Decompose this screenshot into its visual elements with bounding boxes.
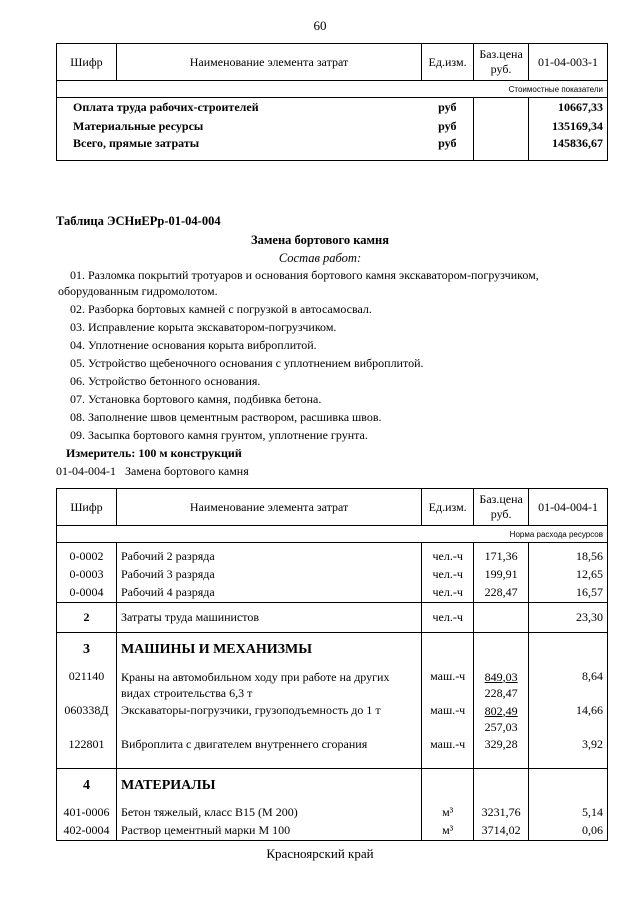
section-row [57, 633, 608, 667]
row-name: Рабочий 4 разряда [116, 584, 421, 603]
row-unit: руб [422, 98, 474, 118]
work-item: 04. Уплотнение основания корыта виброплитой. [70, 338, 317, 352]
section-code: 4 [57, 769, 117, 803]
header-code: Шифр [57, 44, 117, 81]
row-value: 18,56 [529, 543, 608, 565]
rate-code-line: 01-04-004-1 Замена бортового камня [56, 464, 249, 478]
table-row [57, 543, 608, 565]
work-item: 02. Разборка бортовых камней с погрузкой в автосамосвал. [70, 302, 372, 316]
table-row [57, 584, 608, 603]
row-code: 0-0002 [57, 543, 117, 565]
row-name-line: видах строительства 6,3 т [120, 685, 253, 700]
cost-summary-table [56, 43, 608, 161]
section-name: МАТЕРИАЛЫ [116, 769, 421, 803]
works-title: Состав работ: [278, 251, 362, 265]
work-item: 07. Установка бортового камня, подбивка бетона. [70, 392, 322, 406]
subheader: Норма расхода ресурсов [57, 526, 608, 543]
work-item: 08. Заполнение швов цементным раствором, расшивка швов. [70, 410, 382, 424]
header-name: Наименование элемента затрат [116, 489, 421, 526]
row-unit: м³ [422, 822, 474, 841]
row-name: Оплата труда рабочих-строителей [57, 98, 422, 118]
row-price [474, 667, 529, 701]
table-row [57, 98, 608, 118]
row-code: 2 [57, 603, 117, 633]
row-price: 329,28 [474, 735, 529, 755]
row-name: Материальные ресурсы [57, 117, 422, 136]
work-item: 09. Засыпка бортового камня грунтом, уплотнение грунта. [70, 428, 368, 442]
table-row [57, 803, 608, 822]
row-value: 0,06 [529, 822, 608, 841]
row-unit: м³ [422, 803, 474, 822]
row-name-line: Краны на автомобильном ходу при работе на других [120, 669, 390, 684]
row-unit: чел.-ч [422, 603, 474, 633]
section-code: 3 [57, 633, 117, 667]
work-item: 01. Разломка покрытий тротуаров и основания бортового камня экскаватором-погрузчиком, [70, 268, 539, 282]
row-code: 401-0006 [57, 803, 117, 822]
row-code: 402-0004 [57, 822, 117, 841]
table-row [57, 136, 608, 161]
table-row [57, 603, 608, 633]
row-name: Раствор цементный марки М 100 [116, 822, 421, 841]
row-code: 0-0003 [57, 565, 117, 584]
row-name: Виброплита с двигателем внутреннего сгорания [116, 735, 421, 755]
row-price: 199,91 [474, 565, 529, 584]
row-price: 171,36 [474, 543, 529, 565]
row-unit: чел.-ч [422, 565, 474, 584]
table-row [57, 701, 608, 735]
page-number: 60 [313, 18, 327, 33]
row-code: 021140 [57, 667, 117, 701]
section-row [57, 769, 608, 803]
row-unit: чел.-ч [422, 584, 474, 603]
header-rate-code: 01-04-003-1 [529, 44, 608, 81]
row-price-wage: 257,03 [484, 719, 518, 734]
row-unit: маш.-ч [422, 701, 474, 735]
row-price: 228,47 [474, 584, 529, 603]
row-value: 5,14 [529, 803, 608, 822]
resource-norms-table [56, 488, 608, 841]
row-name: Бетон тяжелый, класс В15 (М 200) [116, 803, 421, 822]
row-price: 3714,02 [474, 822, 529, 841]
footer-region: Красноярский край [266, 846, 374, 861]
row-code: 060338Д [57, 701, 117, 735]
row-price-wage: 228,47 [484, 685, 518, 700]
table-row [57, 117, 608, 136]
row-value: 145836,67 [529, 136, 608, 161]
table-title: Таблица ЭСНиЕРр-01-04-004 [56, 214, 221, 228]
table-row [57, 822, 608, 841]
row-price-total: 802,49 [484, 703, 518, 718]
row-name: Затраты труда машинистов [116, 603, 421, 633]
subheader: Стоимостные показатели [57, 81, 608, 98]
measure-unit: Измеритель: 100 м конструкций [66, 446, 242, 460]
row-code: 122801 [57, 735, 117, 755]
row-value: 23,30 [529, 603, 608, 633]
row-unit: маш.-ч [422, 735, 474, 755]
table-row [57, 565, 608, 584]
row-value: 12,65 [529, 565, 608, 584]
section-title: Замена бортового камня [251, 233, 389, 247]
row-value: 135169,34 [529, 117, 608, 136]
header-base-price: Баз.цена руб. [474, 489, 529, 526]
row-value: 16,57 [529, 584, 608, 603]
header-code: Шифр [57, 489, 117, 526]
row-price-total: 849,03 [484, 669, 518, 684]
header-unit: Ед.изм. [422, 44, 474, 81]
table-row [57, 735, 608, 755]
row-name: Экскаваторы-погрузчики, грузоподъемность до 1 т [116, 701, 421, 735]
row-unit: чел.-ч [422, 543, 474, 565]
row-value: 14,66 [529, 701, 608, 735]
row-value: 8,64 [529, 667, 608, 701]
row-unit: маш.-ч [422, 667, 474, 701]
row-value: 3,92 [529, 735, 608, 755]
work-item: 05. Устройство щебеночного основания с уплотнением виброплитой. [70, 356, 424, 370]
row-value: 10667,33 [529, 98, 608, 118]
section-name: МАШИНЫ И МЕХАНИЗМЫ [116, 633, 421, 667]
row-name [116, 667, 421, 701]
header-base-price: Баз.цена руб. [474, 44, 529, 81]
row-name: Всего, прямые затраты [57, 136, 422, 161]
header-name: Наименование элемента затрат [116, 44, 421, 81]
row-price: 3231,76 [474, 803, 529, 822]
row-name: Рабочий 2 разряда [116, 543, 421, 565]
row-code: 0-0004 [57, 584, 117, 603]
row-unit: руб [422, 136, 474, 161]
work-item: 03. Исправление корыта экскаватором-погрузчиком. [70, 320, 337, 334]
row-unit: руб [422, 117, 474, 136]
row-price [474, 701, 529, 735]
work-item: оборудованным гидромолотом. [58, 284, 218, 298]
work-item: 06. Устройство бетонного основания. [70, 374, 261, 388]
header-unit: Ед.изм. [422, 489, 474, 526]
header-rate-code: 01-04-004-1 [529, 489, 608, 526]
row-name: Рабочий 3 разряда [116, 565, 421, 584]
table-row [57, 667, 608, 701]
